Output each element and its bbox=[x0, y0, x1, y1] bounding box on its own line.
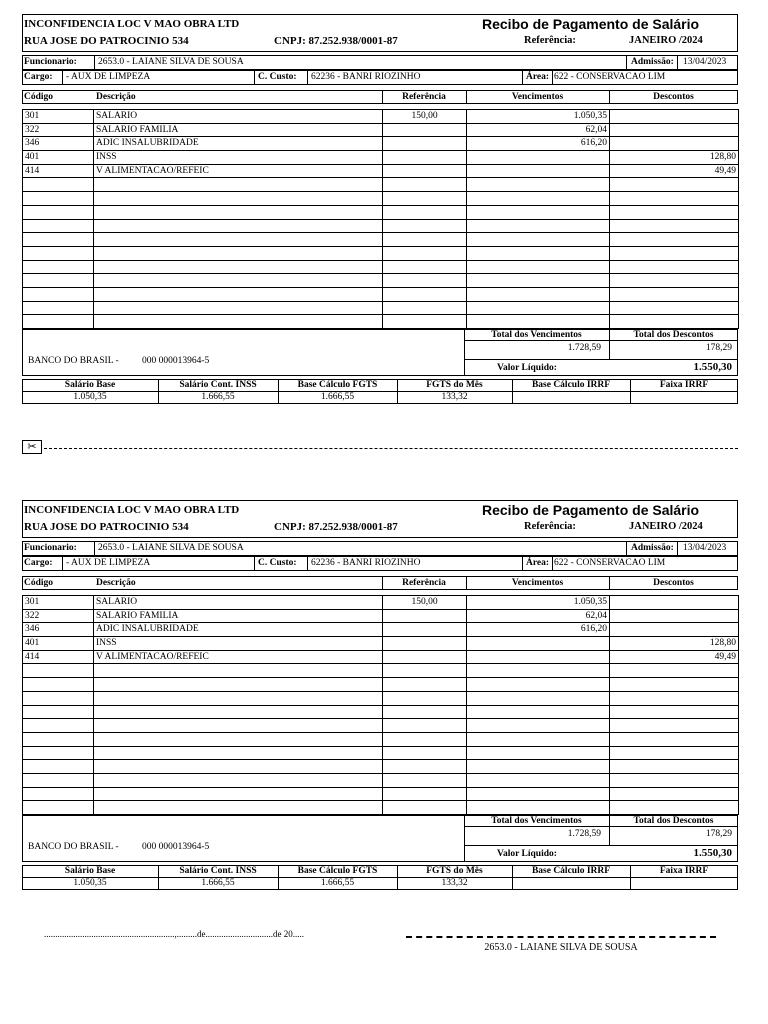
cell-referencia bbox=[383, 664, 467, 678]
cell-codigo bbox=[23, 301, 94, 315]
net-value: 1.550,30 bbox=[693, 847, 732, 859]
cell-descontos bbox=[610, 233, 739, 247]
company-cnpj: CNPJ: 87.252.938/0001-87 bbox=[274, 521, 398, 533]
cost-center-label: C. Custo: bbox=[258, 72, 297, 82]
area-label: Área: bbox=[526, 72, 550, 82]
cell-descontos bbox=[610, 260, 739, 274]
cell-codigo: 322 bbox=[23, 123, 94, 137]
base-label: Salário Cont. INSS bbox=[179, 866, 257, 876]
table-row bbox=[23, 151, 739, 165]
cell-vencimentos bbox=[467, 219, 610, 233]
cell-descontos bbox=[610, 773, 739, 787]
company-address: RUA JOSE DO PATROCINIO 534 bbox=[24, 521, 189, 533]
cell-codigo: 414 bbox=[23, 650, 94, 664]
bank-name: BANCO DO BRASIL - bbox=[28, 356, 119, 366]
base-value: 1.666,55 bbox=[201, 392, 235, 402]
cell-descricao: ADIC INSALUBRIDADE bbox=[94, 137, 383, 151]
cell-referencia bbox=[383, 691, 467, 705]
position-label: Cargo: bbox=[24, 558, 53, 568]
company-address: RUA JOSE DO PATROCINIO 534 bbox=[24, 35, 189, 47]
cell-descontos bbox=[610, 705, 739, 719]
cell-descontos: 128,80 bbox=[610, 151, 739, 165]
cell-vencimentos bbox=[467, 637, 610, 651]
cell-referencia bbox=[383, 650, 467, 664]
cell-descontos bbox=[610, 110, 739, 124]
total-deductions-label: Total dos Descontos bbox=[633, 816, 714, 826]
cell-descricao bbox=[94, 246, 383, 260]
cell-referencia bbox=[383, 164, 467, 178]
table-row bbox=[23, 246, 739, 260]
cell-codigo bbox=[23, 787, 94, 801]
table-row bbox=[23, 719, 739, 733]
admission-label: Admissão: bbox=[631, 57, 674, 67]
cell-descontos bbox=[610, 287, 739, 301]
cell-vencimentos bbox=[467, 315, 610, 329]
cell-descricao bbox=[94, 664, 383, 678]
base-value: 1.050,35 bbox=[73, 392, 107, 402]
cell-codigo bbox=[23, 287, 94, 301]
cell-referencia bbox=[383, 274, 467, 288]
cell-vencimentos bbox=[467, 233, 610, 247]
cell-vencimentos bbox=[467, 746, 610, 760]
cell-vencimentos bbox=[467, 205, 610, 219]
company-cnpj: CNPJ: 87.252.938/0001-87 bbox=[274, 35, 398, 47]
cell-codigo bbox=[23, 664, 94, 678]
table-row bbox=[23, 801, 739, 815]
table-row bbox=[23, 178, 739, 192]
cell-referencia bbox=[383, 678, 467, 692]
cost-center-value: 62236 - BANRI RIOZINHO bbox=[311, 558, 421, 568]
items-table bbox=[22, 595, 739, 815]
employee-label: Funcionario: bbox=[24, 57, 77, 67]
cell-descontos bbox=[610, 691, 739, 705]
net-value: 1.550,30 bbox=[693, 361, 732, 373]
cell-referencia bbox=[383, 260, 467, 274]
cell-descontos: 49,49 bbox=[610, 164, 739, 178]
base-label: Base Cálculo FGTS bbox=[297, 866, 378, 876]
bank-name: BANCO DO BRASIL - bbox=[28, 842, 119, 852]
cell-vencimentos: 1.050,35 bbox=[467, 596, 610, 610]
cell-descontos bbox=[610, 315, 739, 329]
company-name: INCONFIDENCIA LOC V MAO OBRA LTD bbox=[24, 18, 240, 30]
base-label: Salário Base bbox=[64, 380, 116, 390]
cell-referencia bbox=[383, 801, 467, 815]
table-row bbox=[23, 164, 739, 178]
pay-receipt-second bbox=[22, 500, 738, 898]
table-row bbox=[23, 287, 739, 301]
col-descricao: Descrição bbox=[96, 578, 136, 588]
cell-descricao bbox=[94, 260, 383, 274]
cell-descontos: 49,49 bbox=[610, 650, 739, 664]
table-row bbox=[23, 650, 739, 664]
cell-referencia bbox=[383, 246, 467, 260]
cell-descricao bbox=[94, 801, 383, 815]
total-deductions-value: 178,29 bbox=[705, 343, 732, 353]
bank-account: 000 000013964-5 bbox=[142, 356, 210, 366]
company-name: INCONFIDENCIA LOC V MAO OBRA LTD bbox=[24, 504, 240, 516]
cell-descricao: ADIC INSALUBRIDADE bbox=[94, 623, 383, 637]
cell-referencia bbox=[383, 732, 467, 746]
net-value-label: Valor Líquido: bbox=[497, 363, 557, 373]
base-label: FGTS do Mês bbox=[426, 866, 483, 876]
receipt-title: Recibo de Pagamento de Salário bbox=[482, 502, 700, 518]
cell-vencimentos bbox=[467, 151, 610, 165]
cell-vencimentos bbox=[467, 164, 610, 178]
base-value: 1.050,35 bbox=[73, 878, 107, 888]
col-codigo: Código bbox=[24, 578, 54, 588]
cell-referencia bbox=[383, 205, 467, 219]
cell-referencia bbox=[383, 760, 467, 774]
cell-descontos bbox=[610, 623, 739, 637]
cell-referencia bbox=[383, 219, 467, 233]
cell-vencimentos bbox=[467, 760, 610, 774]
total-earnings-label: Total dos Vencimentos bbox=[491, 330, 582, 340]
cell-descontos bbox=[610, 123, 739, 137]
cell-descricao bbox=[94, 719, 383, 733]
cell-descontos bbox=[610, 678, 739, 692]
cell-descricao: SALARIO FAMILIA bbox=[94, 123, 383, 137]
signature-name: 2653.0 - LAIANE SILVA DE SOUSA bbox=[484, 942, 638, 953]
cell-descontos bbox=[610, 609, 739, 623]
cell-referencia bbox=[383, 178, 467, 192]
base-label: Base Cálculo FGTS bbox=[297, 380, 378, 390]
cell-vencimentos bbox=[467, 801, 610, 815]
cell-descricao bbox=[94, 178, 383, 192]
table-row bbox=[23, 664, 739, 678]
table-row bbox=[23, 773, 739, 787]
cell-codigo bbox=[23, 274, 94, 288]
cell-vencimentos bbox=[467, 732, 610, 746]
base-label: FGTS do Mês bbox=[426, 380, 483, 390]
cell-descontos bbox=[610, 746, 739, 760]
cell-vencimentos bbox=[467, 650, 610, 664]
employee-value: 2653.0 - LAIANE SILVA DE SOUSA bbox=[98, 543, 244, 553]
table-row bbox=[23, 260, 739, 274]
base-label: Base Cálculo IRRF bbox=[531, 380, 611, 390]
cell-codigo bbox=[23, 178, 94, 192]
cell-descricao: INSS bbox=[94, 637, 383, 651]
cell-codigo bbox=[23, 246, 94, 260]
cell-codigo bbox=[23, 760, 94, 774]
cell-descricao bbox=[94, 732, 383, 746]
table-row bbox=[23, 110, 739, 124]
cell-referencia bbox=[383, 123, 467, 137]
cell-descontos bbox=[610, 301, 739, 315]
cell-descontos bbox=[610, 219, 739, 233]
cell-referencia bbox=[383, 287, 467, 301]
table-row bbox=[23, 609, 739, 623]
cell-codigo: 346 bbox=[23, 623, 94, 637]
cell-descricao bbox=[94, 219, 383, 233]
cell-codigo bbox=[23, 219, 94, 233]
scissors-icon: ✂ bbox=[22, 440, 42, 454]
total-earnings-value: 1.728,59 bbox=[567, 343, 601, 353]
reference-value: JANEIRO /2024 bbox=[629, 35, 703, 46]
cell-referencia bbox=[383, 301, 467, 315]
cell-referencia bbox=[383, 137, 467, 151]
cell-codigo: 401 bbox=[23, 637, 94, 651]
cell-referencia bbox=[383, 719, 467, 733]
cell-vencimentos bbox=[467, 246, 610, 260]
cell-codigo: 346 bbox=[23, 137, 94, 151]
cell-descricao: INSS bbox=[94, 151, 383, 165]
employee-label: Funcionario: bbox=[24, 543, 77, 553]
cell-descricao bbox=[94, 760, 383, 774]
total-deductions-value: 178,29 bbox=[705, 829, 732, 839]
cell-descontos bbox=[610, 178, 739, 192]
cell-referencia: 150,00 bbox=[383, 596, 467, 610]
cell-codigo: 301 bbox=[23, 110, 94, 124]
cell-descricao: SALARIO FAMILIA bbox=[94, 609, 383, 623]
cell-descricao: SALARIO bbox=[94, 110, 383, 124]
cell-vencimentos bbox=[467, 773, 610, 787]
table-row bbox=[23, 732, 739, 746]
cell-vencimentos bbox=[467, 260, 610, 274]
base-label: Salário Base bbox=[64, 866, 116, 876]
cell-vencimentos: 62,04 bbox=[467, 609, 610, 623]
cell-descricao bbox=[94, 705, 383, 719]
base-label: Faixa IRRF bbox=[659, 866, 709, 876]
cell-codigo bbox=[23, 691, 94, 705]
reference-value: JANEIRO /2024 bbox=[629, 521, 703, 532]
cell-descontos bbox=[610, 664, 739, 678]
admission-value: 13/04/2023 bbox=[683, 57, 727, 67]
cell-vencimentos bbox=[467, 274, 610, 288]
col-descricao: Descrição bbox=[96, 92, 136, 102]
cell-referencia bbox=[383, 233, 467, 247]
cell-referencia bbox=[383, 151, 467, 165]
cell-descricao bbox=[94, 678, 383, 692]
cell-vencimentos bbox=[467, 787, 610, 801]
cell-descricao bbox=[94, 192, 383, 206]
cell-codigo: 414 bbox=[23, 164, 94, 178]
cost-center-value: 62236 - BANRI RIOZINHO bbox=[311, 72, 421, 82]
cell-descontos: 128,80 bbox=[610, 637, 739, 651]
cell-codigo bbox=[23, 719, 94, 733]
cell-vencimentos bbox=[467, 301, 610, 315]
table-row bbox=[23, 315, 739, 329]
reference-label: Referência: bbox=[524, 35, 576, 46]
table-row bbox=[23, 746, 739, 760]
cell-vencimentos: 616,20 bbox=[467, 137, 610, 151]
base-label: Faixa IRRF bbox=[659, 380, 709, 390]
table-row bbox=[23, 219, 739, 233]
table-row bbox=[23, 623, 739, 637]
cell-vencimentos: 1.050,35 bbox=[467, 110, 610, 124]
area-value: 622 - CONSERVACAO LIM bbox=[554, 558, 666, 568]
cell-referencia bbox=[383, 609, 467, 623]
base-value: 1.666,55 bbox=[201, 878, 235, 888]
cell-codigo bbox=[23, 233, 94, 247]
total-deductions-label: Total dos Descontos bbox=[633, 330, 714, 340]
base-value: 133,32 bbox=[441, 878, 468, 888]
cell-descricao bbox=[94, 691, 383, 705]
cost-center-label: C. Custo: bbox=[258, 558, 297, 568]
table-row bbox=[23, 192, 739, 206]
table-row bbox=[23, 787, 739, 801]
base-value: 1.666,55 bbox=[320, 878, 355, 888]
table-row bbox=[23, 760, 739, 774]
cell-descricao bbox=[94, 274, 383, 288]
total-earnings-label: Total dos Vencimentos bbox=[491, 816, 582, 826]
table-row bbox=[23, 301, 739, 315]
position-label: Cargo: bbox=[24, 72, 53, 82]
bank-account: 000 000013964-5 bbox=[142, 842, 210, 852]
receipt-title: Recibo de Pagamento de Salário bbox=[482, 16, 700, 32]
cell-vencimentos bbox=[467, 178, 610, 192]
cell-descontos bbox=[610, 246, 739, 260]
cell-referencia bbox=[383, 746, 467, 760]
net-value-label: Valor Líquido: bbox=[497, 849, 557, 859]
cell-descontos bbox=[610, 732, 739, 746]
cell-referencia bbox=[383, 192, 467, 206]
cell-codigo bbox=[23, 801, 94, 815]
col-descontos: Descontos bbox=[653, 92, 694, 102]
cell-referencia bbox=[383, 315, 467, 329]
cell-descontos bbox=[610, 205, 739, 219]
table-row bbox=[23, 137, 739, 151]
base-label: Base Cálculo IRRF bbox=[531, 866, 611, 876]
area-value: 622 - CONSERVACAO LIM bbox=[554, 72, 666, 82]
cell-referencia: 150,00 bbox=[383, 110, 467, 124]
cell-descricao bbox=[94, 301, 383, 315]
base-label: Salário Cont. INSS bbox=[179, 380, 257, 390]
admission-label: Admissão: bbox=[631, 543, 674, 553]
table-row bbox=[23, 705, 739, 719]
cell-codigo bbox=[23, 732, 94, 746]
cell-descricao: SALARIO bbox=[94, 596, 383, 610]
col-referencia: Referência bbox=[402, 92, 446, 102]
cell-descontos bbox=[610, 801, 739, 815]
items-table bbox=[22, 109, 739, 329]
cell-descricao bbox=[94, 746, 383, 760]
total-earnings-value: 1.728,59 bbox=[567, 829, 601, 839]
cell-vencimentos bbox=[467, 719, 610, 733]
cell-codigo bbox=[23, 705, 94, 719]
col-codigo: Código bbox=[24, 92, 54, 102]
cell-codigo bbox=[23, 205, 94, 219]
cell-referencia bbox=[383, 623, 467, 637]
cell-descontos bbox=[610, 719, 739, 733]
table-row bbox=[23, 123, 739, 137]
cell-codigo: 322 bbox=[23, 609, 94, 623]
cell-descricao bbox=[94, 315, 383, 329]
cell-descricao bbox=[94, 205, 383, 219]
cell-vencimentos bbox=[467, 678, 610, 692]
cell-codigo bbox=[23, 315, 94, 329]
col-vencimentos: Vencimentos bbox=[511, 578, 564, 588]
cell-codigo bbox=[23, 192, 94, 206]
cell-descontos bbox=[610, 274, 739, 288]
cell-vencimentos: 62,04 bbox=[467, 123, 610, 137]
admission-value: 13/04/2023 bbox=[683, 543, 727, 553]
cell-codigo bbox=[23, 678, 94, 692]
cell-descricao: V ALIMENTACAO/REFEIC bbox=[94, 164, 383, 178]
cell-vencimentos: 616,20 bbox=[467, 623, 610, 637]
cell-referencia bbox=[383, 637, 467, 651]
employee-value: 2653.0 - LAIANE SILVA DE SOUSA bbox=[98, 57, 244, 67]
cell-referencia bbox=[383, 787, 467, 801]
cell-descricao bbox=[94, 233, 383, 247]
cell-descontos bbox=[610, 760, 739, 774]
base-value: 133,32 bbox=[441, 392, 468, 402]
base-value: 1.666,55 bbox=[320, 392, 355, 402]
table-row bbox=[23, 233, 739, 247]
cell-vencimentos bbox=[467, 287, 610, 301]
cell-referencia bbox=[383, 705, 467, 719]
cell-vencimentos bbox=[467, 192, 610, 206]
table-row bbox=[23, 205, 739, 219]
cell-referencia bbox=[383, 773, 467, 787]
pay-receipt-first bbox=[22, 14, 738, 412]
position-value: - AUX DE LIMPEZA bbox=[66, 72, 151, 82]
cell-descricao bbox=[94, 773, 383, 787]
col-vencimentos: Vencimentos bbox=[511, 92, 564, 102]
area-label: Área: bbox=[526, 558, 550, 568]
cell-vencimentos bbox=[467, 705, 610, 719]
cell-codigo bbox=[23, 260, 94, 274]
table-row bbox=[23, 637, 739, 651]
table-row bbox=[23, 691, 739, 705]
table-row bbox=[23, 596, 739, 610]
table-row bbox=[23, 678, 739, 692]
cell-vencimentos bbox=[467, 691, 610, 705]
cell-descontos bbox=[610, 192, 739, 206]
cell-descricao bbox=[94, 787, 383, 801]
cell-descricao bbox=[94, 287, 383, 301]
reference-label: Referência: bbox=[524, 521, 576, 532]
cell-descontos bbox=[610, 787, 739, 801]
cell-descontos bbox=[610, 137, 739, 151]
cell-descricao: V ALIMENTACAO/REFEIC bbox=[94, 650, 383, 664]
signature-line bbox=[406, 936, 716, 938]
col-descontos: Descontos bbox=[653, 578, 694, 588]
col-referencia: Referência bbox=[402, 578, 446, 588]
cell-codigo bbox=[23, 773, 94, 787]
cell-descontos bbox=[610, 596, 739, 610]
signature-date-line: ..........................................................,.........de..............................de 20..... bbox=[44, 929, 304, 939]
cut-line bbox=[44, 448, 738, 449]
cell-codigo: 401 bbox=[23, 151, 94, 165]
cell-codigo: 301 bbox=[23, 596, 94, 610]
cell-vencimentos bbox=[467, 664, 610, 678]
table-row bbox=[23, 274, 739, 288]
position-value: - AUX DE LIMPEZA bbox=[66, 558, 151, 568]
cell-codigo bbox=[23, 746, 94, 760]
